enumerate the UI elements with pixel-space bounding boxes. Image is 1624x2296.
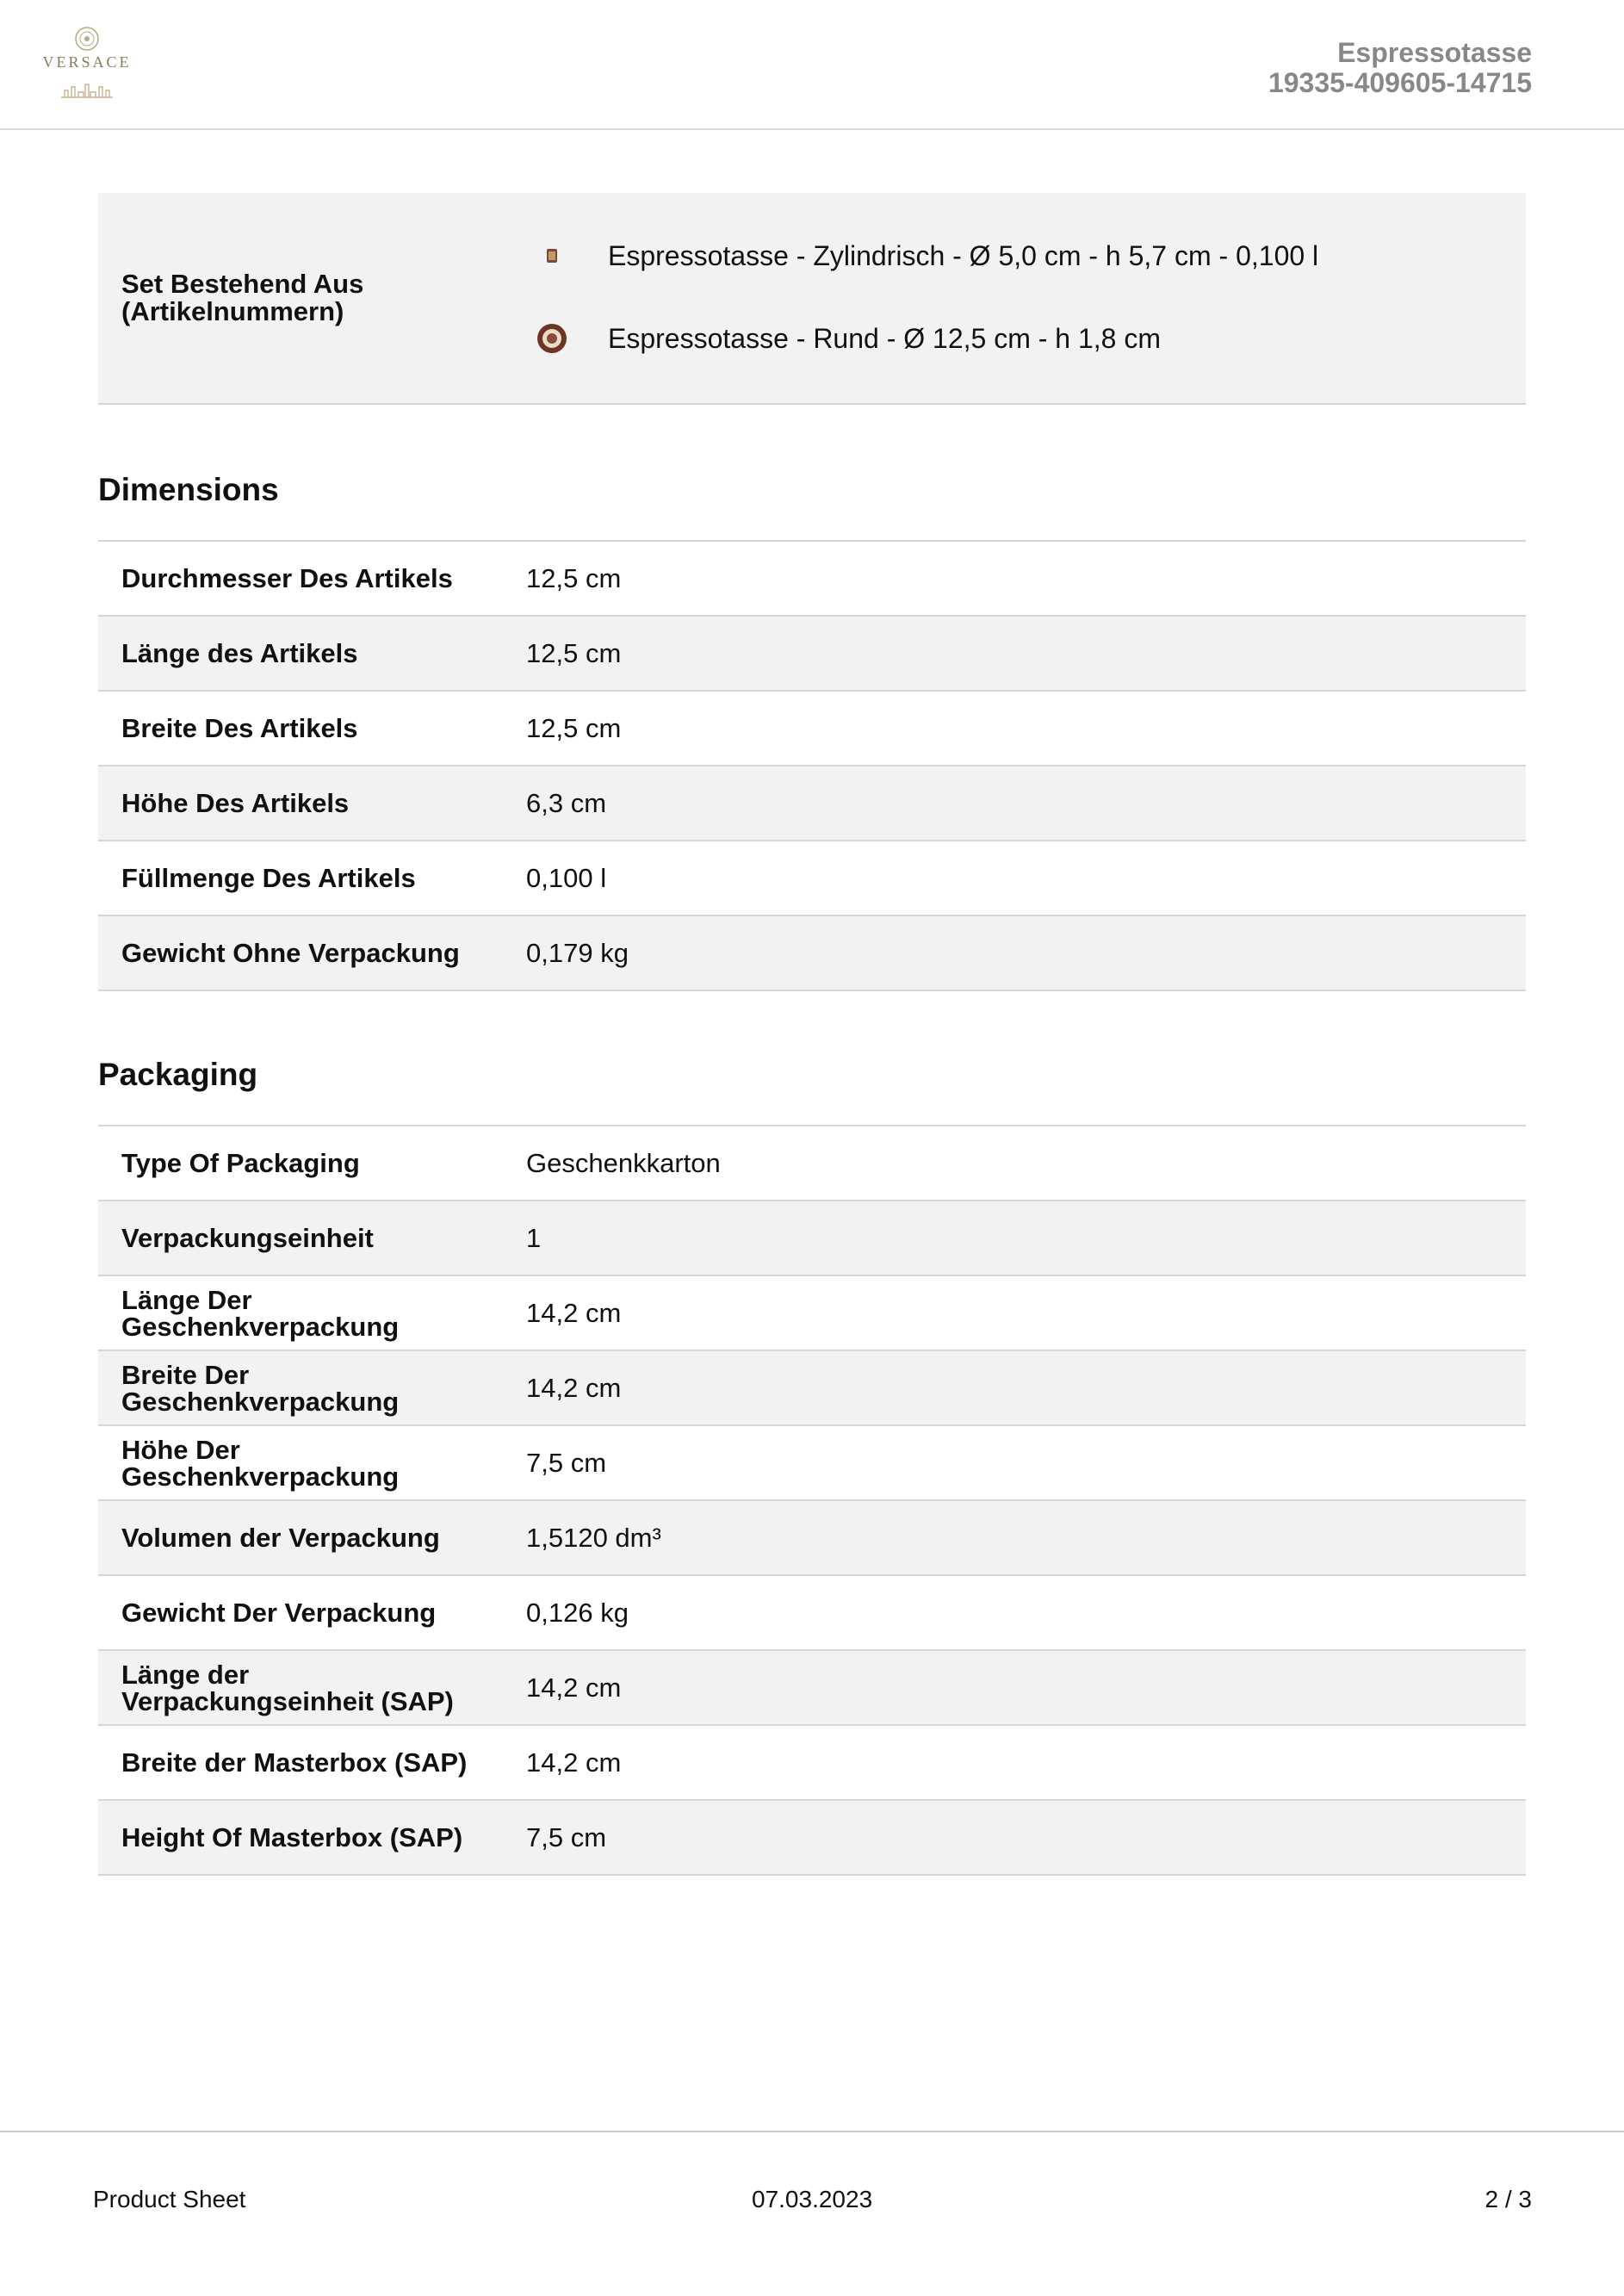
row-label: Länge der Verpackungseinheit (SAP) bbox=[121, 1659, 454, 1716]
row-value: 0,100 l bbox=[526, 862, 607, 893]
rosenthal-castle-icon bbox=[59, 82, 115, 99]
row-value: 7,5 cm bbox=[526, 1447, 607, 1478]
table-row bbox=[98, 1426, 1526, 1501]
table-row bbox=[98, 1801, 1526, 1876]
row-label: Höhe Der Geschenkverpackung bbox=[121, 1434, 400, 1492]
row-label: Volumen der Verpackung bbox=[121, 1523, 440, 1553]
row-value: 7,5 cm bbox=[526, 1821, 607, 1852]
set-label: Set Bestehend Aus (Artikelnummern) bbox=[121, 269, 364, 326]
saucer-thumbnail-icon bbox=[530, 317, 573, 360]
row-value: 0,179 kg bbox=[526, 937, 629, 968]
product-title: Espressotasse bbox=[1337, 37, 1532, 68]
dimensions-table bbox=[98, 540, 1526, 991]
table-row bbox=[98, 1576, 1526, 1651]
table-row bbox=[98, 1351, 1526, 1426]
set-item[interactable] bbox=[530, 234, 1318, 277]
row-value: 12,5 cm bbox=[526, 562, 622, 593]
table-row bbox=[98, 766, 1526, 841]
header-title-block bbox=[1268, 38, 1532, 98]
table-row bbox=[98, 617, 1526, 692]
table-row bbox=[98, 542, 1526, 617]
table-row bbox=[98, 916, 1526, 991]
page-header bbox=[0, 0, 1624, 130]
row-label: Füllmenge Des Artikels bbox=[121, 863, 416, 893]
row-label: Länge Der Geschenkverpackung bbox=[121, 1284, 400, 1342]
packaging-table bbox=[98, 1125, 1526, 1876]
row-value: 0,126 kg bbox=[526, 1597, 629, 1628]
row-label: Gewicht Der Verpackung bbox=[121, 1598, 437, 1628]
dimensions-heading: Dimensions bbox=[98, 472, 279, 507]
footer-doc-type: Product Sheet bbox=[93, 2186, 246, 2212]
row-value: 12,5 cm bbox=[526, 637, 622, 668]
espresso-cup-thumbnail-icon bbox=[530, 234, 573, 277]
row-value: 6,3 cm bbox=[526, 787, 607, 818]
row-value: 1,5120 dm³ bbox=[526, 1522, 661, 1553]
row-label: Breite Des Artikels bbox=[121, 713, 358, 743]
row-value: 12,5 cm bbox=[526, 712, 622, 743]
row-label: Verpackungseinheit bbox=[121, 1223, 374, 1253]
row-label: Breite der Masterbox (SAP) bbox=[121, 1747, 468, 1778]
table-row bbox=[98, 1651, 1526, 1726]
brand-logo bbox=[40, 26, 134, 119]
row-value: 14,2 cm bbox=[526, 1297, 622, 1328]
table-row bbox=[98, 692, 1526, 766]
footer-page-number: 2 / 3 bbox=[1485, 2186, 1532, 2212]
set-item-text: Espressotasse - Rund - Ø 12,5 cm - h 1,8 cm bbox=[608, 322, 1162, 354]
footer-divider bbox=[0, 2131, 1624, 2132]
table-row bbox=[98, 1501, 1526, 1576]
table-row bbox=[98, 1126, 1526, 1201]
set-item[interactable] bbox=[530, 317, 1161, 360]
row-label: Höhe Des Artikels bbox=[121, 788, 350, 818]
table-row bbox=[98, 1276, 1526, 1351]
table-row bbox=[98, 1201, 1526, 1276]
set-composition-box bbox=[98, 193, 1526, 405]
set-item-text: Espressotasse - Zylindrisch - Ø 5,0 cm - h 5,7 cm - 0,100 l bbox=[608, 239, 1319, 271]
row-value: 14,2 cm bbox=[526, 1747, 622, 1778]
medusa-icon bbox=[74, 26, 100, 52]
row-label: Height Of Masterbox (SAP) bbox=[121, 1822, 463, 1852]
row-label: Länge des Artikels bbox=[121, 638, 358, 668]
row-label: Breite Der Geschenkverpackung bbox=[121, 1359, 400, 1417]
row-value: 14,2 cm bbox=[526, 1372, 622, 1403]
article-number: 19335-409605-14715 bbox=[1268, 67, 1532, 98]
row-label: Gewicht Ohne Verpackung bbox=[121, 938, 460, 968]
row-value: 14,2 cm bbox=[526, 1672, 622, 1703]
row-value: 1 bbox=[526, 1222, 542, 1253]
row-label: Type Of Packaging bbox=[121, 1148, 360, 1178]
table-row bbox=[98, 841, 1526, 916]
packaging-heading: Packaging bbox=[98, 1057, 258, 1092]
row-value: Geschenkkarton bbox=[526, 1147, 721, 1178]
table-row bbox=[98, 1726, 1526, 1801]
footer-date: 07.03.2023 bbox=[752, 2186, 873, 2212]
row-label: Durchmesser Des Artikels bbox=[121, 563, 453, 593]
brand-logo-text: VERSACE bbox=[42, 53, 132, 71]
